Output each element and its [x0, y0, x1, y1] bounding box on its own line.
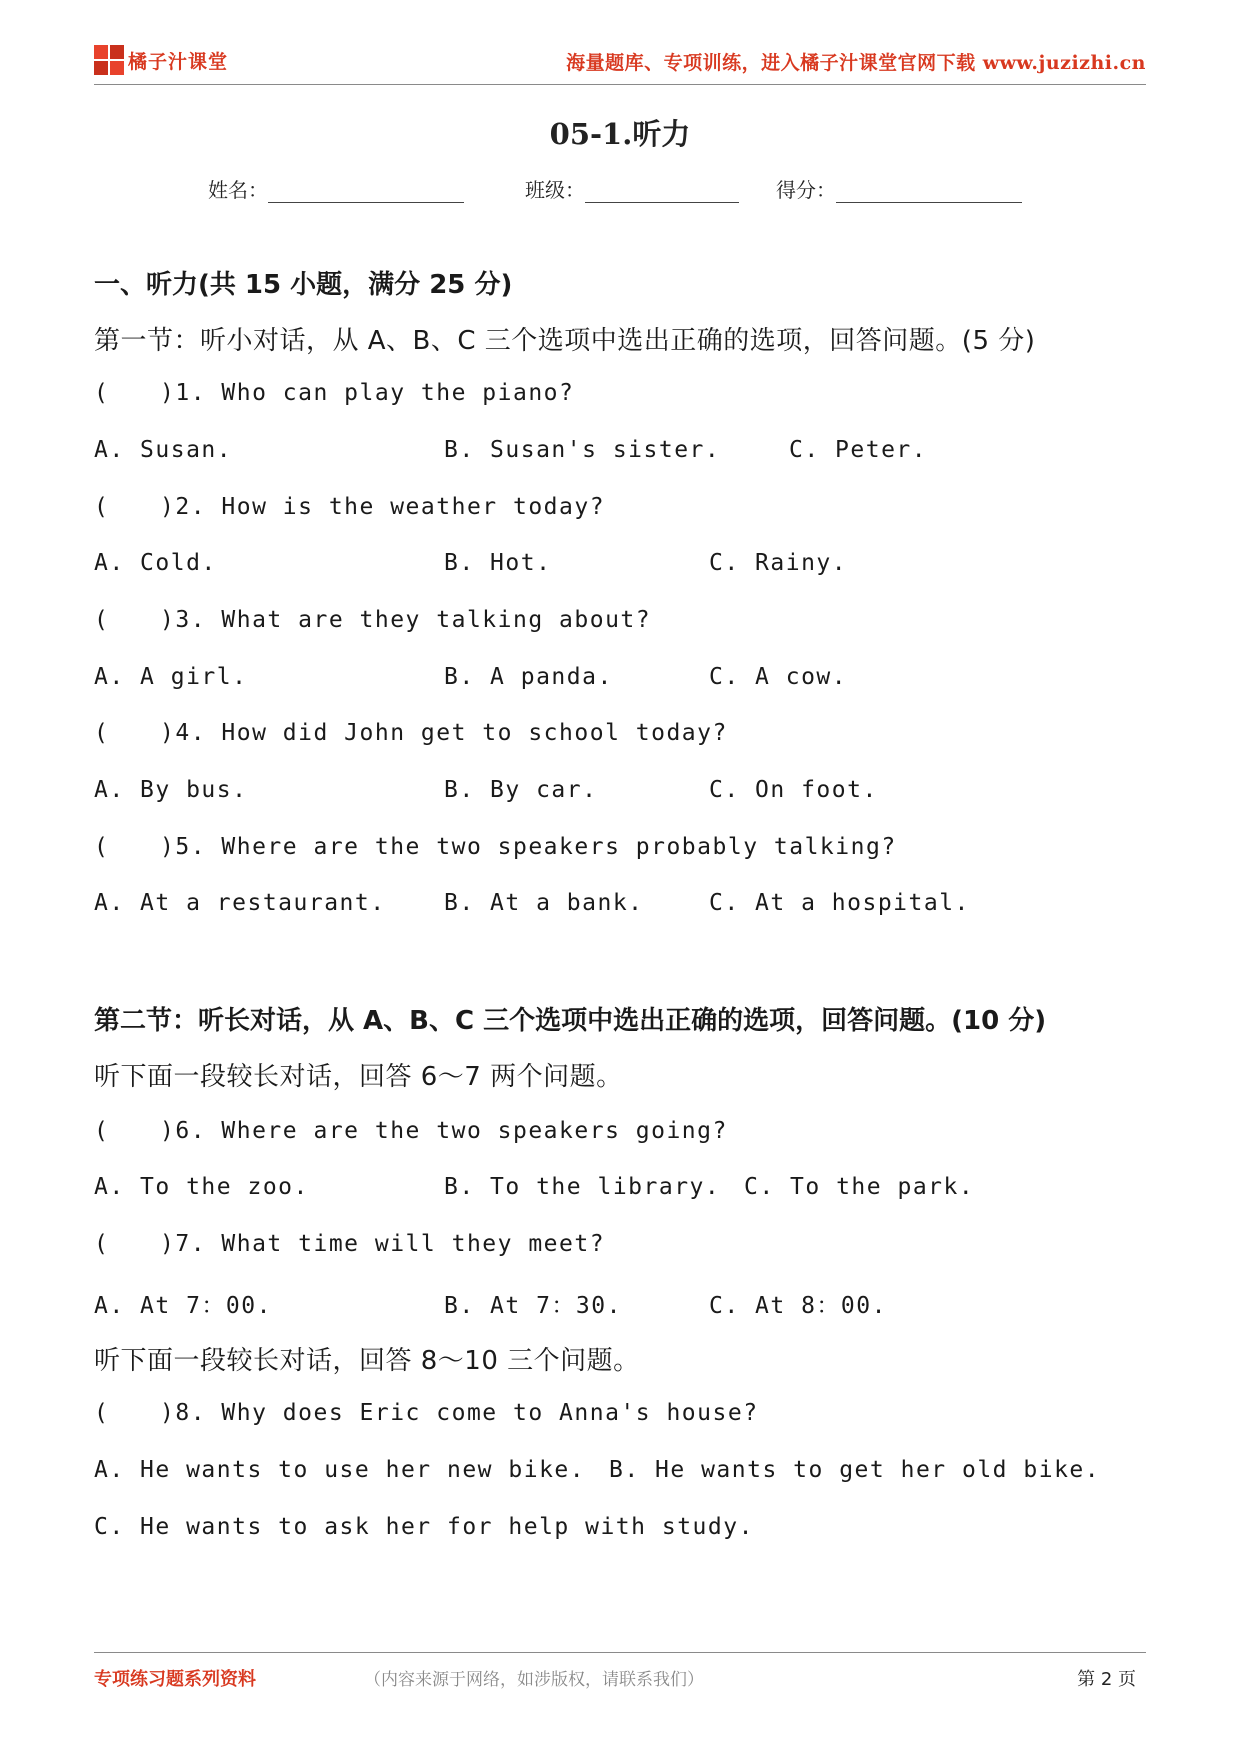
option-a: A. He wants to use her new bike.: [94, 1457, 586, 1483]
option-a: A. A girl.: [94, 664, 248, 690]
option-a: A. By bus.: [94, 777, 248, 803]
option-c: C. To the park.: [744, 1174, 975, 1200]
question-text: )2. How is the weather today?: [160, 494, 606, 520]
class-label: 班级：: [525, 178, 585, 202]
page-number: 第 2 页: [1077, 1669, 1136, 1690]
page-title: 05-1.听力: [549, 117, 691, 151]
logo-text: 橘子汁课堂: [128, 50, 229, 73]
answer-paren: (: [94, 607, 110, 633]
option-c: C. He wants to ask her for help with study.: [94, 1514, 754, 1540]
option-c: C. On foot.: [709, 777, 878, 803]
header-tagline: 海量题库、专项训练，进入橘子汁课堂官网下载 www.juzizhi.cn: [566, 52, 1146, 74]
question-text: )3. What are they talking about?: [160, 607, 652, 633]
page-footer: [94, 1652, 1146, 1701]
answer-paren: (: [94, 380, 110, 406]
option-b: B. Hot.: [444, 550, 552, 576]
option-a: A. To the zoo.: [94, 1174, 309, 1200]
name-blank: [268, 182, 464, 203]
logo-icon: [94, 45, 124, 75]
option-a: A. At 7：00.: [94, 1293, 272, 1319]
name-label: 姓名：: [208, 178, 268, 202]
option-b: B. By car.: [444, 777, 598, 803]
option-c: C. At 8：00.: [709, 1293, 887, 1319]
page-header: [94, 40, 1146, 85]
option-b: B. At a bank.: [444, 890, 644, 916]
score-blank: [836, 182, 1022, 203]
footer-copyright-note: （内容来源于网络，如涉版权，请联系我们）: [364, 1670, 704, 1690]
class-blank: [585, 182, 739, 203]
option-a: A. Cold.: [94, 550, 217, 576]
part2-instruction: 听下面一段较长对话，回答 8～10 三个问题。: [94, 1346, 640, 1376]
footer-series: 专项练习题系列资料: [94, 1669, 256, 1690]
option-b: B. A panda.: [444, 664, 613, 690]
part1-heading: 第一节：听小对话，从 A、B、C 三个选项中选出正确的选项，回答问题。(5 分): [94, 326, 1036, 356]
option-c: C. Peter.: [789, 437, 928, 463]
option-c: C. At a hospital.: [709, 890, 970, 916]
answer-paren: (: [94, 720, 110, 746]
question-text: )4. How did John get to school today?: [160, 720, 728, 746]
answer-paren: (: [94, 1400, 110, 1426]
option-c: C. Rainy.: [709, 550, 848, 576]
score-field: [776, 174, 1022, 203]
answer-paren: (: [94, 1231, 110, 1257]
option-c: C. A cow.: [709, 664, 848, 690]
answer-paren: (: [94, 494, 110, 520]
question-text: )1. Who can play the piano?: [160, 380, 575, 406]
name-field: [208, 174, 464, 203]
option-a: A. Susan.: [94, 437, 233, 463]
answer-paren: (: [94, 834, 110, 860]
option-a: A. At a restaurant.: [94, 890, 386, 916]
option-b: B. At 7：30.: [444, 1293, 622, 1319]
question-text: )8. Why does Eric come to Anna's house?: [160, 1400, 759, 1426]
answer-paren: (: [94, 1118, 110, 1144]
option-b: B. Susan's sister.: [444, 437, 721, 463]
question-text: )7. What time will they meet?: [160, 1231, 606, 1257]
brand-logo: [94, 44, 228, 76]
score-label: 得分：: [776, 178, 836, 202]
section-heading: 一、听力(共 15 小题，满分 25 分): [94, 270, 513, 300]
question-text: )6. Where are the two speakers going?: [160, 1118, 728, 1144]
option-b: B. He wants to get her old bike.: [609, 1457, 1101, 1483]
question-text: )5. Where are the two speakers probably talking?: [160, 834, 897, 860]
part2-instruction: 听下面一段较长对话，回答 6～7 两个问题。: [94, 1062, 623, 1092]
part2-heading: 第二节：听长对话，从 A、B、C 三个选项中选出正确的选项，回答问题。(10 分): [94, 1006, 1047, 1036]
option-b: B. To the library.: [444, 1174, 721, 1200]
class-field: [525, 174, 739, 203]
